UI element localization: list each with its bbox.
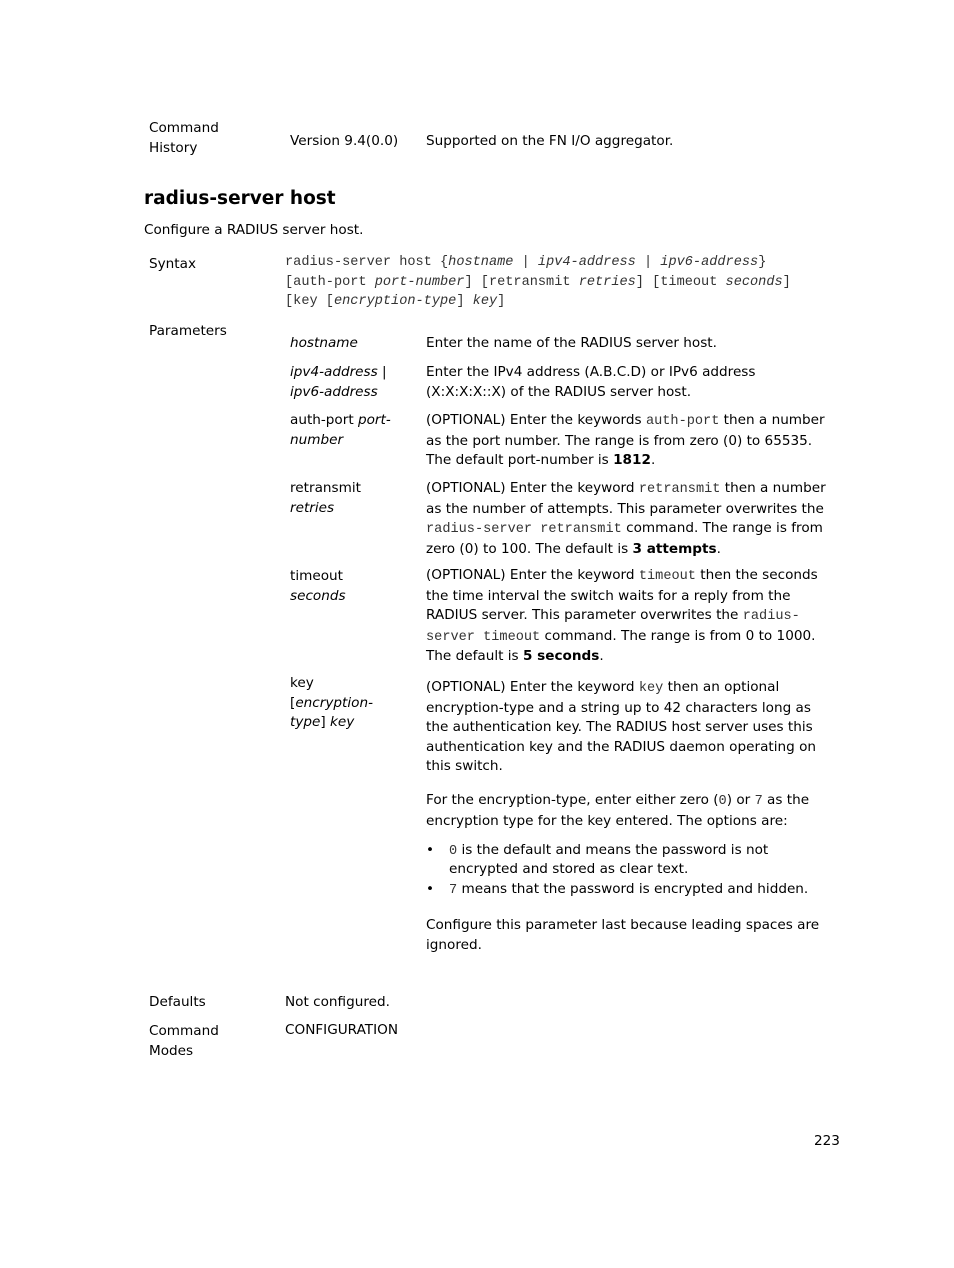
syntax-arg: encryption-type — [333, 294, 457, 310]
syntax-arg: retries — [578, 274, 636, 290]
param-key-para2 — [426, 791, 831, 831]
syntax-arg: ipv6-address — [660, 255, 759, 270]
syntax-text: } — [758, 255, 767, 270]
bullet-icon: • — [426, 881, 435, 897]
param-ip-v6: ipv6-address — [290, 383, 378, 400]
param-key-bracket2: ] — [320, 714, 330, 730]
bullet-icon: • — [426, 842, 435, 858]
desc-text: . — [650, 452, 656, 469]
syntax-text: [key [ — [285, 294, 334, 310]
desc-text: ) or — [726, 792, 755, 808]
syntax-line-3 — [285, 292, 845, 312]
desc-text: then a number as the number of attempts. This parameter overwrites the — [426, 480, 826, 517]
syntax-text: ] [retransmit — [464, 274, 579, 290]
param-hostname-name: hostname — [290, 335, 358, 351]
syntax-block — [285, 253, 845, 312]
syntax-text: ] [timeout — [635, 274, 726, 290]
desc-text: means that the password is encrypted and hidden. — [457, 881, 809, 897]
param-ip-desc: Enter the IPv4 address (A.B.C.D) or IPv6 address (X:X:X:X::X) of the RADIUS server host. — [426, 364, 756, 400]
param-key-kw: key — [290, 675, 314, 691]
modes-label: Command Modes — [149, 1023, 219, 1059]
desc-text: (OPTIONAL) Enter the keyword — [426, 679, 639, 695]
desc-text: is the default and means the password is not encrypted and stored as clear text. — [449, 842, 769, 877]
param-timeout-name — [290, 567, 415, 606]
page-number: 223 — [814, 1133, 840, 1149]
syntax-text: ] — [782, 274, 791, 290]
param-retransmit-kw: retransmit — [290, 480, 361, 496]
syntax-text: | — [513, 255, 538, 270]
desc-code: 0 — [449, 844, 458, 859]
param-retransmit-name — [290, 479, 415, 518]
param-timeout-arg: seconds — [290, 587, 346, 604]
desc-text: as the encryption type for the key entered. The options are: — [426, 792, 810, 829]
syntax-text: ] — [456, 294, 473, 310]
history-description: Supported on the FN I/O aggregator. — [426, 133, 674, 149]
section-description: Configure a RADIUS server host. — [144, 222, 364, 238]
defaults-value: Not configured. — [285, 994, 390, 1010]
desc-text: then an optional encryption-type and a string up to 42 characters long as the authentication key. The RADIUS host server uses this authentication key and the RADIUS daemon operating on this switch. — [426, 679, 817, 775]
param-timeout-desc — [426, 566, 831, 667]
list-item-text — [449, 842, 831, 878]
desc-text: (OPTIONAL) Enter the keywords — [426, 412, 646, 428]
desc-text: . — [716, 540, 721, 557]
param-authport-name — [290, 411, 415, 450]
desc-bold: 5 seconds — [522, 648, 600, 665]
desc-code: auth-port — [645, 414, 720, 429]
defaults-label: Defaults — [149, 994, 206, 1010]
section-title: radius-server host — [144, 188, 336, 209]
param-key-name — [290, 674, 390, 733]
desc-code: key — [638, 681, 664, 696]
param-authport-arg2: number — [290, 431, 344, 448]
param-retransmit-desc — [426, 479, 831, 559]
desc-text: then the seconds the time interval the switch waits for a reply from the RADIUS server. This parameter overwrites the — [426, 567, 818, 624]
param-ip-sep: | — [377, 364, 387, 380]
param-ip-name — [290, 363, 415, 402]
syntax-text: ] — [497, 294, 506, 310]
param-key-desc — [426, 678, 831, 777]
desc-text: command. The range is from zero (0) to 100. The default is — [426, 520, 823, 557]
desc-text: (OPTIONAL) Enter the keyword — [426, 480, 639, 496]
param-timeout-kw: timeout — [290, 568, 343, 584]
desc-code: radius-server retransmit — [426, 522, 622, 538]
history-label: Command History — [149, 120, 219, 156]
syntax-text: | — [635, 255, 661, 270]
desc-code: 7 — [449, 883, 458, 898]
list-item — [426, 842, 831, 878]
param-key-bracket: [ — [290, 694, 296, 711]
desc-text: For the encryption-type, enter either zero ( — [426, 792, 719, 808]
desc-code: 0 — [718, 794, 727, 809]
param-key-arg3: key — [330, 714, 355, 730]
syntax-label: Syntax — [149, 256, 196, 272]
syntax-line-1 — [285, 253, 845, 273]
param-authport-arg: port- — [357, 412, 391, 428]
desc-code: timeout — [638, 569, 696, 584]
desc-text: . — [599, 648, 604, 665]
param-key-para3: Configure this parameter last because leading spaces are ignored. — [426, 917, 820, 953]
desc-text: command. The range is from 0 to 1000. The default is — [426, 627, 816, 665]
parameters-label: Parameters — [149, 323, 227, 339]
param-retransmit-arg: retries — [290, 499, 335, 516]
modes-value: CONFIGURATION — [285, 1022, 398, 1038]
list-item — [426, 881, 831, 900]
syntax-arg: ipv4-address — [537, 255, 636, 270]
param-hostname-desc: Enter the name of the RADIUS server host. — [426, 335, 717, 351]
syntax-text: [auth-port — [285, 274, 375, 290]
list-item-text — [449, 881, 831, 900]
syntax-arg: key — [472, 294, 498, 310]
syntax-line-2 — [285, 273, 845, 293]
syntax-arg: hostname — [448, 255, 514, 270]
history-version: Version 9.4(0.0) — [290, 133, 399, 149]
desc-bold: 3 attempts — [632, 540, 717, 557]
desc-bold: 1812 — [613, 452, 651, 469]
desc-text: then a number as the port number. The range is from zero (0) to 65535. The default port-number is — [426, 412, 825, 469]
param-key-arg2: type — [290, 714, 321, 730]
syntax-arg: seconds — [725, 274, 783, 290]
param-ip-v4: ipv4-address — [290, 364, 378, 380]
param-authport-kw: auth-port — [290, 412, 358, 428]
syntax-arg: port-number — [374, 274, 465, 290]
desc-code: radius-server timeout — [426, 609, 800, 645]
syntax-text: radius-server host { — [285, 255, 449, 270]
param-authport-desc — [426, 411, 831, 471]
desc-code: 7 — [754, 794, 763, 809]
desc-code: retransmit — [638, 482, 721, 497]
param-key-arg: encryption- — [295, 694, 373, 711]
desc-text: (OPTIONAL) Enter the keyword — [426, 567, 639, 583]
